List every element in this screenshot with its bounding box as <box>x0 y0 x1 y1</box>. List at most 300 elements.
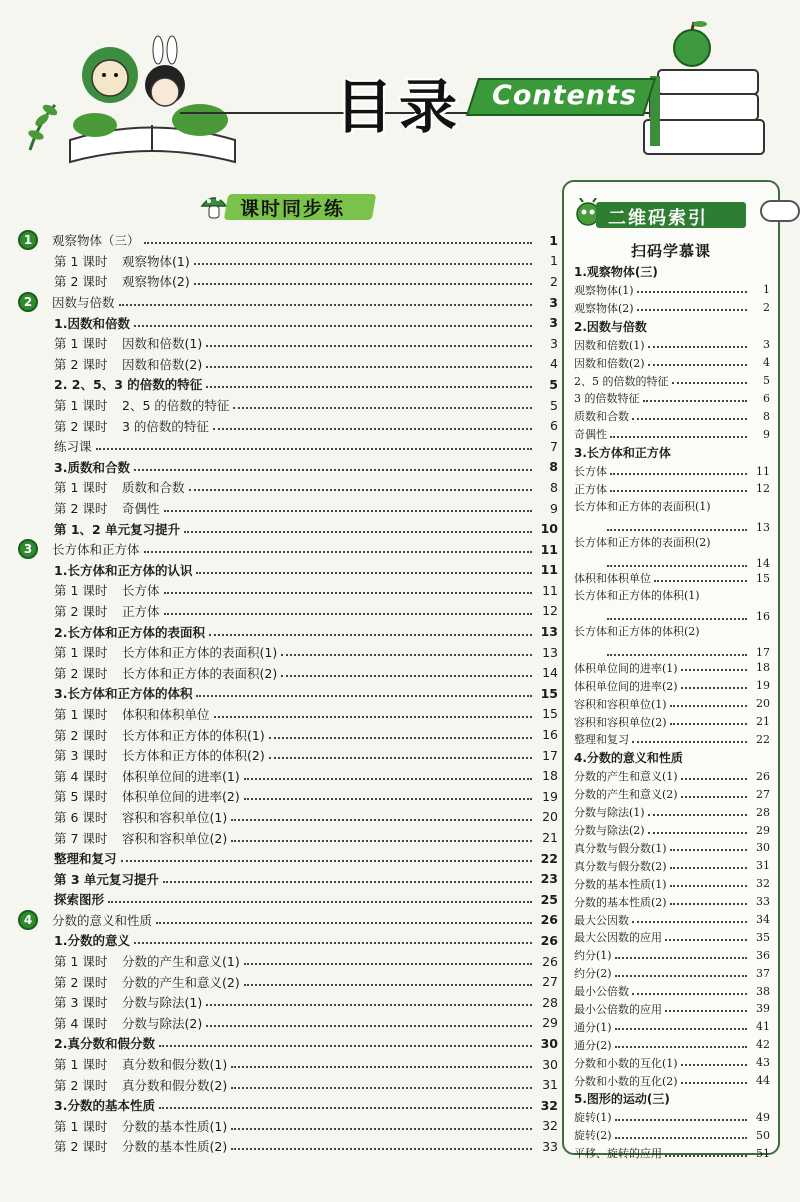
qr-item[interactable] <box>574 281 770 299</box>
toc-title: 整理和复习 <box>54 851 117 867</box>
page-number: 33 <box>542 1138 558 1154</box>
lesson-number: 第 4 课时 <box>54 768 108 784</box>
dot-leader <box>134 469 532 471</box>
qr-list <box>574 262 770 1162</box>
leaf-icon <box>27 103 59 150</box>
toc-label <box>54 355 202 373</box>
toc-row[interactable] <box>18 765 558 786</box>
dot-leader <box>670 867 747 869</box>
page-number: 34 <box>756 913 770 926</box>
toc-label <box>54 726 265 744</box>
qr-item-label: 容积和容积单位(1) <box>574 697 667 711</box>
page-number: 18 <box>542 768 558 784</box>
toc-row[interactable] <box>18 312 558 333</box>
toc-title: 长方体和正方体的体积(2) <box>122 748 265 764</box>
qr-item-label: 长方体和正方体的表面积(2) <box>574 535 711 549</box>
qr-item-label: 最大公因数 <box>574 913 629 927</box>
qr-item[interactable] <box>574 336 770 354</box>
toc-row[interactable] <box>18 848 558 869</box>
page-number: 4 <box>550 356 558 372</box>
toc-row[interactable] <box>18 498 558 519</box>
toc-title: 分数与除法(2) <box>122 1015 203 1031</box>
page-number: 17 <box>756 645 770 659</box>
toc-row[interactable] <box>18 704 558 725</box>
page-number: 3 <box>550 335 558 351</box>
lesson-number: 第 2 课时 <box>54 1139 108 1155</box>
page-number: 31 <box>542 1077 558 1093</box>
lesson-number: 第 1 课时 <box>54 336 108 352</box>
page-number: 9 <box>550 500 558 516</box>
dot-leader <box>670 885 747 887</box>
toc-title: 2.长方体和正方体的表面积 <box>54 624 205 640</box>
toc-title: 第 1、2 单元复习提升 <box>54 521 181 537</box>
section-header <box>198 188 374 224</box>
lesson-number: 第 1 课时 <box>54 1118 108 1134</box>
qr-item[interactable] <box>574 407 770 425</box>
dot-leader <box>196 695 532 697</box>
qr-item[interactable] <box>574 299 770 317</box>
qr-item-label: 旋转(2) <box>574 1129 612 1143</box>
page-number: 35 <box>756 930 770 944</box>
toc-row[interactable] <box>18 642 558 663</box>
toc-label <box>52 540 140 558</box>
page-number: 23 <box>540 871 558 887</box>
qr-item[interactable] <box>574 695 770 713</box>
lesson-number: 第 2 课时 <box>54 665 108 681</box>
toc-row[interactable] <box>18 786 558 807</box>
unit-number-badge: 3 <box>18 539 38 559</box>
qr-title <box>574 196 744 232</box>
toc-title: 分数与除法(1) <box>122 995 203 1011</box>
toc-label <box>54 334 202 352</box>
qr-item[interactable] <box>574 911 770 929</box>
toc-label <box>54 1034 155 1052</box>
page-number: 5 <box>549 376 558 392</box>
qr-item-label: 质数和合数 <box>574 410 629 424</box>
qr-item-label: 分数的产生和意义(1) <box>574 770 678 784</box>
toc-title: 体积和体积单位 <box>122 706 210 722</box>
dot-leader <box>231 1087 532 1089</box>
toc-title: 分数的基本性质(1) <box>122 1118 228 1134</box>
toc-label <box>54 787 240 805</box>
toc-label <box>54 314 130 332</box>
dot-leader <box>206 1025 532 1027</box>
page-number: 19 <box>542 788 558 804</box>
qr-item[interactable] <box>574 875 770 893</box>
lesson-number: 第 2 课时 <box>54 603 108 619</box>
qr-item-leader <box>574 521 770 534</box>
toc-label <box>54 437 92 455</box>
qr-item[interactable] <box>574 389 770 407</box>
dot-leader <box>96 448 532 450</box>
page-number: 8 <box>550 479 558 495</box>
toc-title: 质数和合数 <box>122 480 185 496</box>
toc-label <box>54 499 160 517</box>
qr-section-heading: 5.图形的运动(三) <box>574 1092 670 1107</box>
qr-item[interactable] <box>574 659 770 677</box>
qr-item-label: 体积单位间的进率(2) <box>574 679 678 693</box>
toc-label <box>54 952 240 970</box>
lesson-number: 第 2 课时 <box>54 501 108 517</box>
qr-item[interactable] <box>574 1036 770 1054</box>
page-number: 11 <box>540 541 558 557</box>
dot-leader <box>648 832 747 834</box>
dot-leader <box>244 798 532 800</box>
qr-item-label: 体积单位间的进率(1) <box>574 661 678 675</box>
qr-item-label: 分数和小数的互化(2) <box>574 1074 678 1088</box>
qr-item[interactable] <box>574 785 770 803</box>
qr-item-label: 长方体和正方体的体积(2) <box>574 625 700 639</box>
dot-leader <box>615 975 747 977</box>
dot-leader <box>144 551 532 553</box>
page-number: 22 <box>540 850 558 866</box>
toc-row[interactable] <box>18 580 558 601</box>
page-number: 32 <box>542 1118 558 1134</box>
qr-item[interactable] <box>574 893 770 911</box>
dot-leader <box>615 1119 747 1121</box>
page-number: 5 <box>550 397 558 413</box>
section-title: 课时同步练 <box>240 198 346 220</box>
qr-item[interactable] <box>574 731 770 749</box>
dot-leader <box>654 580 747 582</box>
page-number: 13 <box>540 624 558 640</box>
qr-item[interactable] <box>574 928 770 946</box>
toc-label <box>54 623 205 641</box>
page-number: 28 <box>756 805 770 819</box>
dot-leader <box>665 939 747 941</box>
page-number: 11 <box>542 582 558 598</box>
dot-leader <box>648 346 747 348</box>
qr-item-label: 旋转(1) <box>574 1111 612 1125</box>
lesson-number: 第 2 课时 <box>54 418 108 434</box>
toc-label <box>54 417 209 435</box>
qr-section-heading: 1.观察物体(三) <box>574 265 658 279</box>
toc-label <box>54 1137 227 1155</box>
page-number: 37 <box>756 966 770 980</box>
toc-row[interactable] <box>18 1033 558 1054</box>
toc-row[interactable] <box>18 889 558 910</box>
lesson-number: 第 3 课时 <box>54 995 108 1011</box>
toc-row[interactable] <box>18 662 558 683</box>
toc-row[interactable] <box>18 457 558 478</box>
page-number: 13 <box>756 520 770 534</box>
qr-item[interactable] <box>574 1018 770 1036</box>
dot-leader <box>189 489 532 491</box>
qr-item-label: 约分(1) <box>574 949 612 963</box>
page-number: 11 <box>540 562 558 578</box>
unit-number-badge: 2 <box>18 292 38 312</box>
dot-leader <box>610 436 747 438</box>
qr-item-label: 分数与除法(2) <box>574 824 645 838</box>
toc-row[interactable] <box>18 827 558 848</box>
toc-title: 探索图形 <box>54 892 105 908</box>
toc-row[interactable] <box>18 354 558 375</box>
toc-row[interactable] <box>18 992 558 1013</box>
dot-leader <box>637 291 747 293</box>
dot-leader <box>244 963 532 965</box>
toc-row[interactable] <box>18 539 558 560</box>
qr-item[interactable] <box>574 570 770 588</box>
toc-label <box>54 973 240 991</box>
qr-item-label: 最大公因数的应用 <box>574 931 662 945</box>
qr-item[interactable] <box>574 1072 770 1090</box>
toc-title: 观察物体(1) <box>122 253 190 269</box>
qr-item[interactable] <box>574 821 770 839</box>
page-number: 14 <box>542 665 558 681</box>
toc-title: 3.长方体和正方体的体积 <box>54 686 193 702</box>
toc-title: 分数的意义和性质 <box>52 912 153 928</box>
lesson-number: 第 2 课时 <box>54 356 108 372</box>
toc-row[interactable] <box>18 230 558 251</box>
toc-row[interactable] <box>18 1136 558 1157</box>
page-number: 7 <box>550 438 558 454</box>
qr-item[interactable] <box>574 534 770 570</box>
qr-item[interactable] <box>574 803 770 821</box>
lesson-number: 第 6 课时 <box>54 809 108 825</box>
toc-title: 3.质数和合数 <box>54 459 130 475</box>
toc-row[interactable] <box>18 415 558 436</box>
toc-row[interactable] <box>18 724 558 745</box>
dot-leader <box>665 1010 747 1012</box>
qr-item[interactable] <box>574 1126 770 1144</box>
page-number: 43 <box>756 1056 770 1070</box>
qr-item[interactable] <box>574 498 770 534</box>
dot-leader <box>244 778 532 780</box>
qr-title-text: 二维码索引 <box>608 208 708 229</box>
toc-title: 练习课 <box>54 439 92 455</box>
toc-title: 1.分数的意义 <box>54 933 130 949</box>
qr-item[interactable] <box>574 587 770 623</box>
page-number: 32 <box>540 1097 558 1113</box>
toc-label <box>54 252 190 270</box>
page-number: 49 <box>756 1110 770 1124</box>
page-number: 15 <box>542 706 558 722</box>
dot-leader <box>164 510 532 512</box>
toc-label <box>54 849 117 867</box>
dot-leader <box>108 901 532 903</box>
qr-section-heading: 4.分数的意义和性质 <box>574 751 683 766</box>
page-number: 36 <box>756 948 770 962</box>
dot-leader <box>648 814 747 816</box>
lesson-number: 第 1 课时 <box>54 954 108 970</box>
qr-item[interactable] <box>574 767 770 785</box>
page-number: 10 <box>540 521 558 537</box>
page-number: 9 <box>763 427 770 441</box>
toc-title: 长方体和正方体的表面积(1) <box>122 645 278 661</box>
page-number: 26 <box>542 953 558 969</box>
toc-row[interactable] <box>18 807 558 828</box>
qr-item-label: 平移、旋转的应用 <box>574 1147 662 1161</box>
unit-number-badge: 1 <box>18 230 38 250</box>
page-number: 1 <box>550 253 558 269</box>
toc-title: 分数的产生和意义(2) <box>122 974 240 990</box>
toc-row[interactable] <box>18 621 558 642</box>
toc-title: 观察物体(2) <box>122 274 190 290</box>
toc-row[interactable] <box>18 745 558 766</box>
toc-row[interactable] <box>18 1074 558 1095</box>
qr-item-label: 分数的基本性质(2) <box>574 895 667 909</box>
page-number: 21 <box>542 830 558 846</box>
dot-leader <box>231 1128 532 1130</box>
qr-item[interactable] <box>574 946 770 964</box>
qr-item[interactable] <box>574 354 770 372</box>
toc-title: 正方体 <box>122 603 160 619</box>
toc-title: 观察物体（三） <box>52 233 140 249</box>
dot-leader <box>610 490 747 492</box>
dot-leader <box>206 1004 532 1006</box>
dot-leader <box>194 263 532 265</box>
toc-label <box>54 458 130 476</box>
toc-row[interactable] <box>18 251 558 272</box>
page-number: 21 <box>756 715 770 729</box>
toc-row[interactable] <box>18 518 558 539</box>
toc-title: 2.真分数和假分数 <box>54 1036 155 1052</box>
toc-row[interactable] <box>18 1116 558 1137</box>
dot-leader <box>681 669 747 671</box>
page-number: 2 <box>763 301 770 315</box>
toc-label <box>54 829 227 847</box>
page-header <box>0 0 800 175</box>
toc-label <box>54 375 202 393</box>
qr-item[interactable] <box>574 480 770 498</box>
toc-label <box>54 993 202 1011</box>
toc-row[interactable] <box>18 971 558 992</box>
dot-leader <box>119 304 532 306</box>
toc-row[interactable] <box>18 477 558 498</box>
page-number: 2 <box>550 273 558 289</box>
qr-item-label: 约分(2) <box>574 967 612 981</box>
page-number: 20 <box>756 697 770 711</box>
page-number: 8 <box>763 409 770 423</box>
qr-item[interactable] <box>574 982 770 1000</box>
toc-label <box>54 1014 202 1032</box>
dot-leader <box>665 1155 747 1157</box>
page-number: 44 <box>756 1074 770 1088</box>
toc-label <box>54 1055 227 1073</box>
dot-leader <box>632 418 747 420</box>
qr-item[interactable] <box>574 425 770 443</box>
toc-title: 长方体 <box>122 583 160 599</box>
qr-item[interactable] <box>574 964 770 982</box>
page-number: 50 <box>756 1128 770 1142</box>
lesson-number: 第 1 课时 <box>54 398 108 414</box>
qr-item-label: 奇偶性 <box>574 428 607 442</box>
lesson-number: 第 5 课时 <box>54 789 108 805</box>
qr-item[interactable] <box>574 713 770 731</box>
lesson-number: 第 1 课时 <box>54 706 108 722</box>
toc-row[interactable] <box>18 930 558 951</box>
toc-label <box>54 1096 155 1114</box>
dot-leader <box>134 325 532 327</box>
dot-leader <box>648 364 747 366</box>
toc-row[interactable] <box>18 868 558 889</box>
qr-item[interactable] <box>574 1054 770 1072</box>
qr-item[interactable] <box>574 677 770 695</box>
dot-leader <box>607 654 747 656</box>
toc-label <box>54 1076 227 1094</box>
toc-title: 3.分数的基本性质 <box>54 1098 155 1114</box>
lesson-number: 第 7 课时 <box>54 830 108 846</box>
dot-leader <box>164 592 532 594</box>
page-number: 18 <box>756 661 770 675</box>
dot-leader <box>269 757 532 759</box>
page-number: 42 <box>756 1038 770 1052</box>
qr-item-leader <box>574 646 770 659</box>
toc-row[interactable] <box>18 1013 558 1034</box>
toc-row[interactable] <box>18 1095 558 1116</box>
qr-item[interactable] <box>574 623 770 659</box>
qr-subtitle: 扫码学慕课 <box>630 242 711 260</box>
qr-item-label: 真分数与假分数(2) <box>574 859 667 873</box>
toc-row[interactable] <box>18 683 558 704</box>
dot-leader <box>681 1064 747 1066</box>
qr-item[interactable] <box>574 372 770 390</box>
toc-row[interactable] <box>18 910 558 931</box>
toc-row[interactable] <box>18 374 558 395</box>
toc-title: 因数与倍数 <box>52 295 115 311</box>
dot-leader <box>615 1137 747 1139</box>
qr-item[interactable] <box>574 839 770 857</box>
page-number: 27 <box>756 787 770 801</box>
lesson-number: 第 1 课时 <box>54 253 108 269</box>
toc-row[interactable] <box>18 333 558 354</box>
toc-row[interactable] <box>18 395 558 416</box>
toc-title: 容积和容积单位(2) <box>122 830 228 846</box>
qr-item[interactable] <box>574 462 770 480</box>
page-title: 目录 <box>335 73 464 141</box>
toc-title: 真分数和假分数(1) <box>122 1057 228 1073</box>
toc-title: 第 3 单元复习提升 <box>54 871 159 887</box>
toc-label <box>52 293 115 311</box>
qr-item[interactable] <box>574 857 770 875</box>
toc-label <box>54 581 160 599</box>
page-number: 30 <box>542 1056 558 1072</box>
qr-item-leader <box>574 557 770 570</box>
toc-row[interactable] <box>18 1054 558 1075</box>
toc-row[interactable] <box>18 292 558 313</box>
qr-item[interactable] <box>574 1000 770 1018</box>
qr-item-label: 容积和容积单位(2) <box>574 715 667 729</box>
page-number: 6 <box>550 418 558 434</box>
lesson-number: 第 1 课时 <box>54 480 108 496</box>
toc-row[interactable] <box>18 560 558 581</box>
dot-leader <box>681 796 747 798</box>
dot-leader <box>281 675 532 677</box>
toc-label <box>54 478 185 496</box>
dot-leader <box>681 1082 747 1084</box>
page-number: 8 <box>549 459 558 475</box>
page-number: 28 <box>542 994 558 1010</box>
page-number: 1 <box>549 232 558 248</box>
dot-leader <box>615 957 747 959</box>
qr-index-panel <box>562 180 780 1161</box>
toc-label <box>54 746 265 764</box>
dot-leader <box>233 407 532 409</box>
page-number: 16 <box>756 610 770 624</box>
qr-item[interactable] <box>574 1144 770 1162</box>
toc-label <box>54 684 192 702</box>
toc-row[interactable] <box>18 601 558 622</box>
page-number: 29 <box>542 1015 558 1031</box>
toc-row[interactable] <box>18 271 558 292</box>
qr-item[interactable] <box>574 1108 770 1126</box>
qr-item-label: 观察物体(1) <box>574 283 634 297</box>
toc-row[interactable] <box>18 951 558 972</box>
toc-title: 容积和容积单位(1) <box>122 809 228 825</box>
dot-leader <box>670 903 747 905</box>
dot-leader <box>607 529 747 531</box>
toc-row[interactable] <box>18 436 558 457</box>
